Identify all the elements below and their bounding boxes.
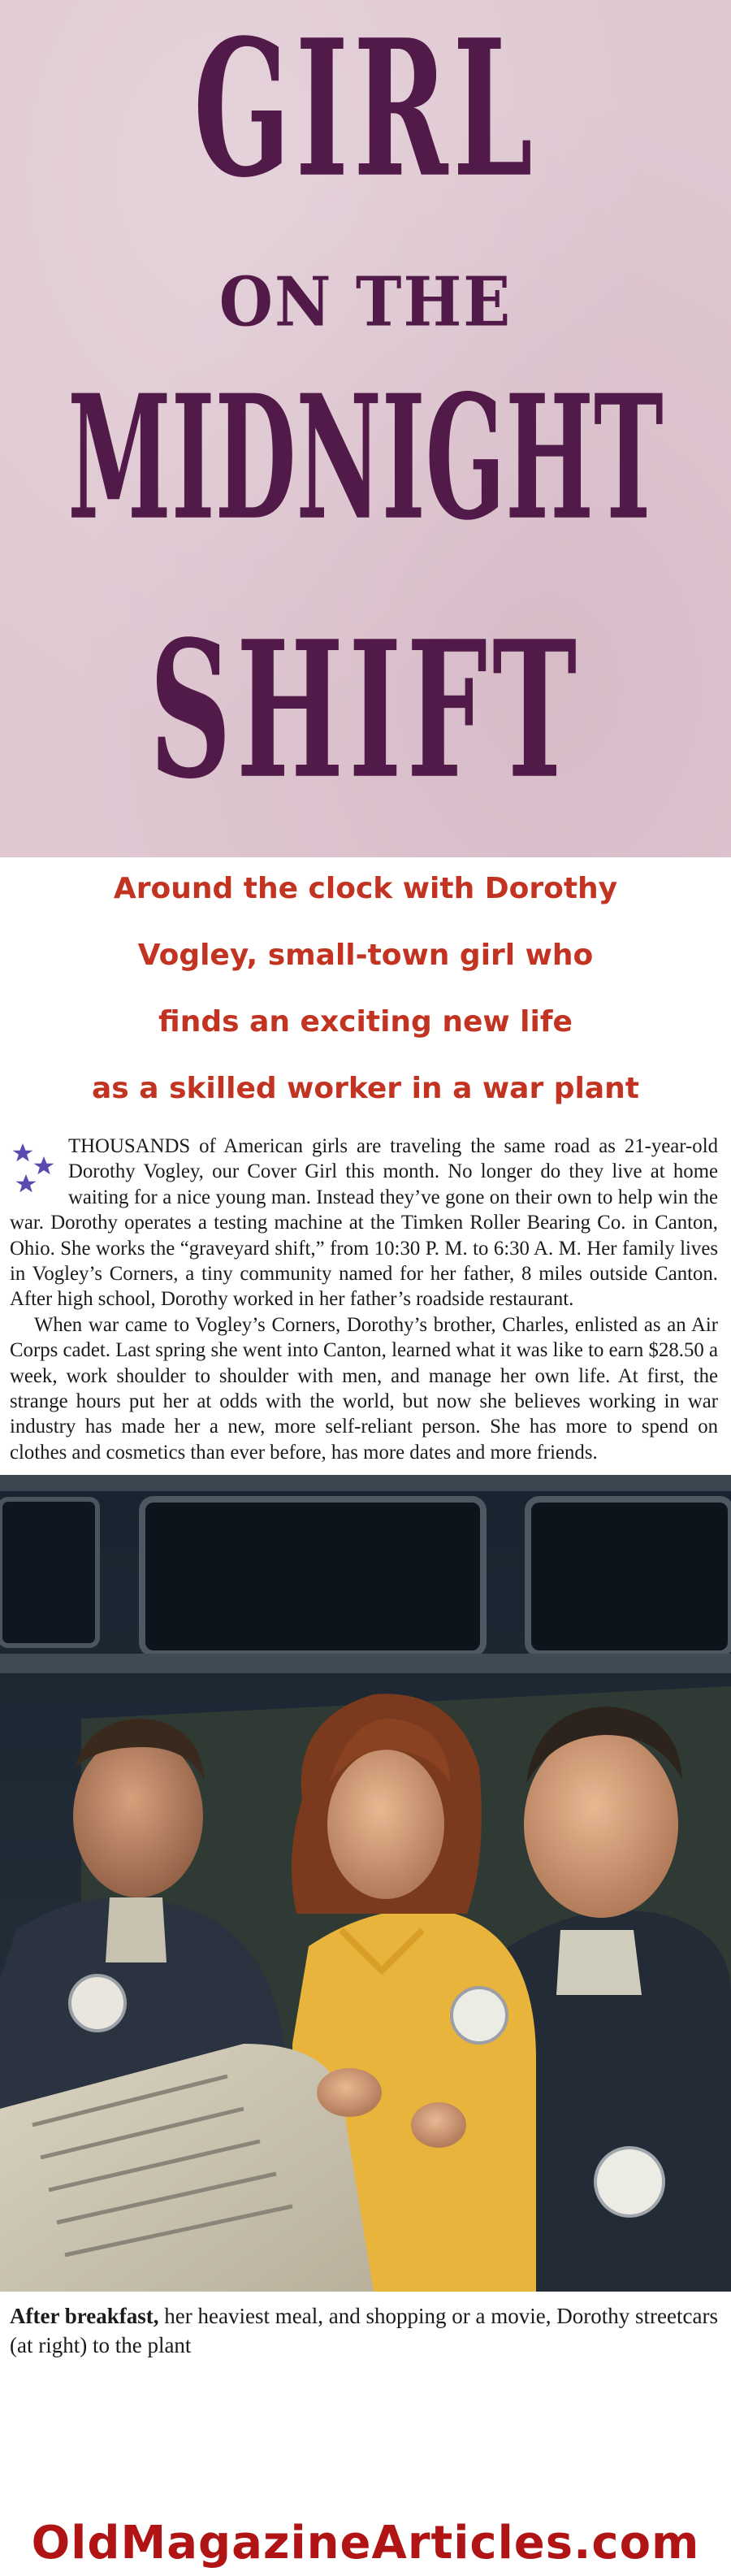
article-text-panel [0, 857, 731, 1475]
photo-caption-panel [0, 2292, 731, 2511]
article-paragraph-2: When war came to Vogley’s Corners, Dorothy’s brother, Charles, enlisted as an Air Corps cadet. Last spring she went into Canton, learned what it was like to earn $28.50 a week, work shoulder to shoulder with men, and manage her own life. At first, the strange hours put her at odds with the world, but now she believes working in war industry has made her a new, more self-reliant person. She has more to spend on clothes and cosmetics than ever before, has more dates and more friends. [10, 1313, 718, 1464]
subhead-line-4: as a skilled worker in a war plant [91, 1072, 639, 1105]
streetcar-photo [0, 1475, 731, 2292]
subhead-line-1: Around the clock with Dorothy [113, 872, 618, 905]
article-paragraph-1: THOUSANDS of American girls are traveling the same road as 21-year-old Dorothy Vogley, our Cover Girl this month. No longer do they live at home waiting for a nice young man. Instead they’ve gone on their own to help win the war. Dorothy operates a testing machine at the Timken Roller Bearing Co. in Canton, Ohio. She works the “graveyard shift,” from 10:30 P. M. to 6:30 A. M. Her family lives in Vogley’s Corners, a tiny community named for her father, 8 miles outside Canton. After high school, Dorothy worked in her father’s roadside restaurant. [10, 1135, 718, 1311]
site-watermark: OldMagazineArticles.com [0, 2511, 731, 2576]
subhead-line-3: finds an exciting new life [158, 1005, 573, 1039]
photo-caption [10, 2301, 718, 2360]
headline-line-shift: SHIFT [149, 601, 582, 822]
article-body [10, 1134, 718, 1465]
headline-block [0, 0, 731, 857]
headline-line-girl: GIRL [193, 0, 538, 220]
subhead-line-2: Vogley, small-town girl who [137, 939, 594, 972]
caption-text: her heaviest meal, and shopping or a movie, Dorothy streetcars (at right) to the plant [10, 2304, 718, 2357]
headline-line-on-the: ON THE [218, 262, 513, 342]
headline-line-midnight: MIDNIGHT [67, 358, 664, 559]
caption-lead: After breakfast, [10, 2304, 159, 2328]
